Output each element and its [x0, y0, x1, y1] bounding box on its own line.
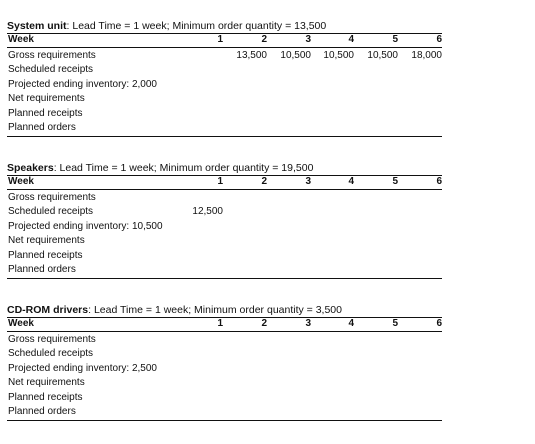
table-cell: 10,500 [367, 50, 398, 61]
week-number: 2 [261, 318, 267, 329]
week-number: 3 [305, 176, 311, 187]
section-title [7, 20, 442, 33]
row-label: Projected ending inventory: 2,000 [8, 78, 157, 90]
table-cell: 13,500 [236, 50, 267, 61]
table-row [7, 205, 442, 219]
mrp-table-section [7, 304, 442, 421]
table-row [7, 405, 442, 419]
item-parameters: : Lead Time = 1 week; Minimum order quantity = 19,500 [53, 162, 314, 174]
table-cell: 10,500 [280, 50, 311, 61]
table-row [7, 121, 442, 135]
week-number: 2 [261, 176, 267, 187]
item-name: Speakers [7, 162, 54, 174]
week-header-row [7, 175, 442, 190]
table-row [7, 107, 442, 121]
week-number: 5 [392, 34, 398, 45]
week-number: 4 [348, 176, 354, 187]
row-label: Planned orders [8, 263, 76, 275]
week-number: 4 [348, 34, 354, 45]
week-number: 6 [436, 34, 442, 45]
table-row [7, 263, 442, 277]
week-number: 4 [348, 318, 354, 329]
week-number: 3 [305, 318, 311, 329]
table-row [7, 78, 442, 92]
week-number: 5 [392, 176, 398, 187]
table-row [7, 347, 442, 361]
row-label: Scheduled receipts [8, 348, 94, 360]
row-label: Planned receipts [8, 391, 83, 403]
row-label: Gross requirements [8, 192, 96, 203]
table-body [7, 190, 442, 279]
week-number: 5 [392, 318, 398, 329]
week-number: 2 [261, 34, 267, 45]
item-parameters: : Lead Time = 1 week; Minimum order quantity = 13,500 [66, 20, 327, 32]
row-label: Gross requirements [8, 334, 96, 345]
row-label: Planned orders [8, 405, 76, 417]
mrp-table-section [7, 162, 442, 279]
row-label: Planned orders [8, 121, 76, 133]
table-cell: 10,500 [323, 50, 354, 61]
table-row [7, 249, 442, 263]
row-label: Planned receipts [8, 249, 83, 261]
table-body [7, 48, 442, 137]
week-number: 1 [217, 34, 223, 45]
row-label: Net requirements [8, 377, 85, 389]
section-title [7, 304, 442, 317]
table-row [7, 220, 442, 234]
week-label: Week [8, 176, 34, 187]
week-number: 6 [436, 176, 442, 187]
table-body [7, 332, 442, 421]
week-header-row [7, 317, 442, 332]
section-title [7, 162, 442, 175]
table-row [7, 362, 442, 376]
item-name: System unit [7, 20, 67, 32]
week-number: 1 [217, 318, 223, 329]
table-row [7, 333, 442, 347]
table-row [7, 234, 442, 248]
table-row [7, 49, 442, 63]
week-header-row [7, 33, 442, 48]
week-label: Week [8, 318, 34, 329]
table-row [7, 63, 442, 77]
row-label: Scheduled receipts [8, 206, 94, 218]
row-label: Gross requirements [8, 50, 96, 61]
row-label: Projected ending inventory: 10,500 [8, 220, 163, 232]
week-number: 3 [305, 34, 311, 45]
row-label: Planned receipts [8, 107, 83, 119]
item-parameters: : Lead Time = 1 week; Minimum order quantity = 3,500 [88, 304, 342, 316]
mrp-table-section [7, 20, 442, 137]
week-label: Week [8, 34, 34, 45]
table-row [7, 376, 442, 390]
table-cell: 12,500 [192, 206, 223, 218]
table-row [7, 191, 442, 205]
table-row [7, 391, 442, 405]
week-number: 6 [436, 318, 442, 329]
week-number: 1 [217, 176, 223, 187]
row-label: Scheduled receipts [8, 64, 94, 76]
row-label: Net requirements [8, 93, 85, 105]
item-name: CD-ROM drivers [7, 304, 89, 316]
table-cell: 18,000 [411, 50, 442, 61]
row-label: Net requirements [8, 235, 85, 247]
row-label: Projected ending inventory: 2,500 [8, 362, 157, 374]
table-row [7, 92, 442, 106]
